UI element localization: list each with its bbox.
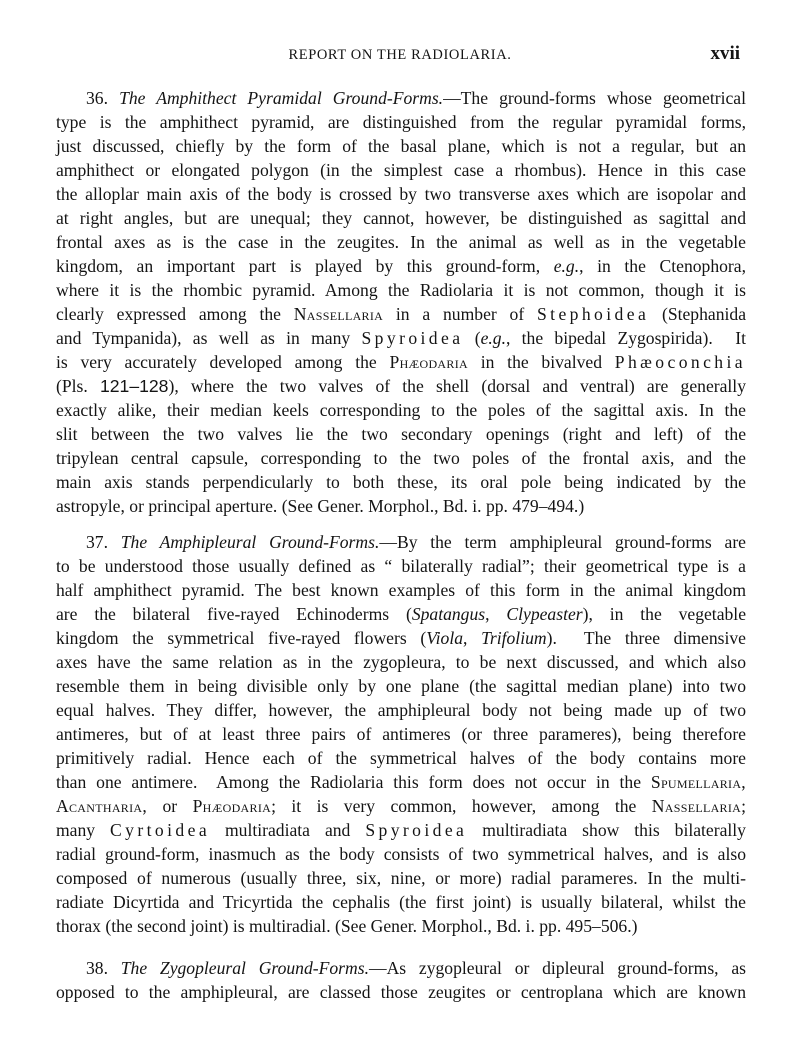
spaced-taxon: Spyroidea [361,328,464,348]
text-line: amphithect or elongated polygon (in the simplest case a rhombus). Hence in this case [56,160,746,180]
taxon-name: Phæodaria [389,352,468,372]
text-line: tripylean central capsule, corresponding to the two poles of the frontal axis, and the [56,448,746,468]
text-line: to be understood those usually defined as “ bilaterally radial”; their geometrical type is a [56,556,746,576]
text-line: resemble them in being divisible only by one plane (the sagittal median plane) into two [56,676,746,696]
text-line: equal halves. They differ, however, the amphipleural body not being made up of two [56,700,746,720]
taxon-name: Phæodaria [192,796,272,816]
section-title: The Zygopleural Ground-Forms. [120,958,369,978]
text-line: radiate Dicyrtida and Tricyrtida the cephalis (the first joint) is usually bilateral, whilst the [56,892,746,912]
running-title: REPORT ON THE RADIOLARIA. [288,47,512,63]
text-line: axes have the same relation as in the zygopleura, to be next discussed, and which also [56,652,746,672]
text-line: where it is the rhombic pyramid. Among the Radiolaria it is not common, though it is [56,280,746,300]
text-line: clearly expressed among the Nassellaria in a number of Stephoidea (Stephanida [56,304,746,324]
section-36-heading: 36. The Amphithect Pyramidal Ground-Forms.—The ground-forms whose geometrical [86,88,746,108]
text-line: than one antimere. Among the Radiolaria this form does not occur in the Spumellaria, [56,772,746,792]
text-line: kingdom, an important part is played by this ground-form, e.g., in the Ctenophora, [56,256,746,276]
running-header [58,43,742,69]
text-line: astropyle, or principal aperture. (See Gener. Morphol., Bd. i. pp. 479–494.) [56,496,585,516]
text-line: frontal axes as is the case in the zeugites. In the animal as well as in the vegetable [56,232,746,252]
text-line: antimeres, but of at least three pairs of antimeres (or three parameres), being therefore [56,724,746,744]
text-line: and Tympanida), as well as in many Spyroidea (e.g., the bipedal Zygospirida). It [56,328,747,348]
page-number: xvii [710,43,740,64]
text-line: the alloplar main axis of the body is crossed by two transverse axes which are isopolar and [56,184,746,204]
spaced-taxon: Phæoconchia [614,352,746,372]
spaced-taxon: Stephoidea [536,304,650,324]
section-number: 36. [86,88,108,108]
taxon-name: Spumellaria, [650,772,746,792]
text-line: thorax (the second joint) is multiradial. (See Gener. Morphol., Bd. i. pp. 495–506.) [56,916,638,936]
section-title: The Amphipleural Ground-Forms. [120,532,380,552]
text-line: opposed to the amphipleural, are classed those zeugites or centroplana which are known [56,982,746,1002]
text-line: type is the amphithect pyramid, are distinguished from the regular pyramidal forms, [56,112,746,132]
section-number: 37. [86,532,108,552]
taxon-name: Acantharia, [56,796,148,816]
text-line: primitively radial. Hence each of the symmetrical halves of the body contains more [56,748,746,768]
text-line: half amphithect pyramid. The best known examples of this form in the animal kingdom [56,580,746,600]
section-38-heading: 38. The Zygopleural Ground-Forms.—As zygopleural or dipleural ground-forms, as [86,958,746,978]
section-title: The Amphithect Pyramidal Ground-Forms. [119,88,444,108]
spaced-taxon: Cyrtoidea [110,820,211,840]
section-37-heading: 37. The Amphipleural Ground-Forms.—By the term amphipleural ground-forms are [86,532,746,552]
text-line: kingdom the symmetrical five-rayed flowers (Viola, Trifolium). The three dimensive [56,628,746,648]
text-line: main axis stands perpendicularly to both these, its oral pole being indicated by the [56,472,746,492]
text-line: just discussed, chiefly by the form of the basal plane, which is not a regular, but an [56,136,746,156]
taxon-name: Nassellaria [293,304,384,324]
text-line: many Cyrtoidea multiradiata and Spyroidea multiradiata show this bilaterally [56,820,746,840]
text-line: (Pls. 121–128), where the two valves of the shell (dorsal and ventral) are generally [56,376,746,396]
text-line: exactly alike, their median keels corresponding to the poles of the sagittal axis. In the [56,400,746,420]
text-line: slit between the two valves lie the two secondary openings (right and left) of the [56,424,746,444]
text-line: is very accurately developed among the Phæodaria in the bivalved Phæoconchia [56,352,746,372]
plate-reference: 121–128 [99,376,169,396]
spaced-taxon: Spyroidea [365,820,468,840]
text-line: Acantharia, or Phæodaria; it is very common, however, among the Nassellaria; [56,796,747,816]
section-number: 38. [86,958,108,978]
text-line: are the bilateral five-rayed Echinoderms (Spatangus, Clypeaster), in the vegetable [56,604,746,624]
text-line: radial ground-form, inasmuch as the body consists of two symmetrical halves, and is also [56,844,746,864]
text-line: composed of numerous (usually three, six, nine, or more) radial parameres. In the multi- [56,868,746,888]
text-line: at right angles, but are unequal; they cannot, however, be distinguished as sagittal and [56,208,746,228]
taxon-name: Nassellaria [651,796,742,816]
